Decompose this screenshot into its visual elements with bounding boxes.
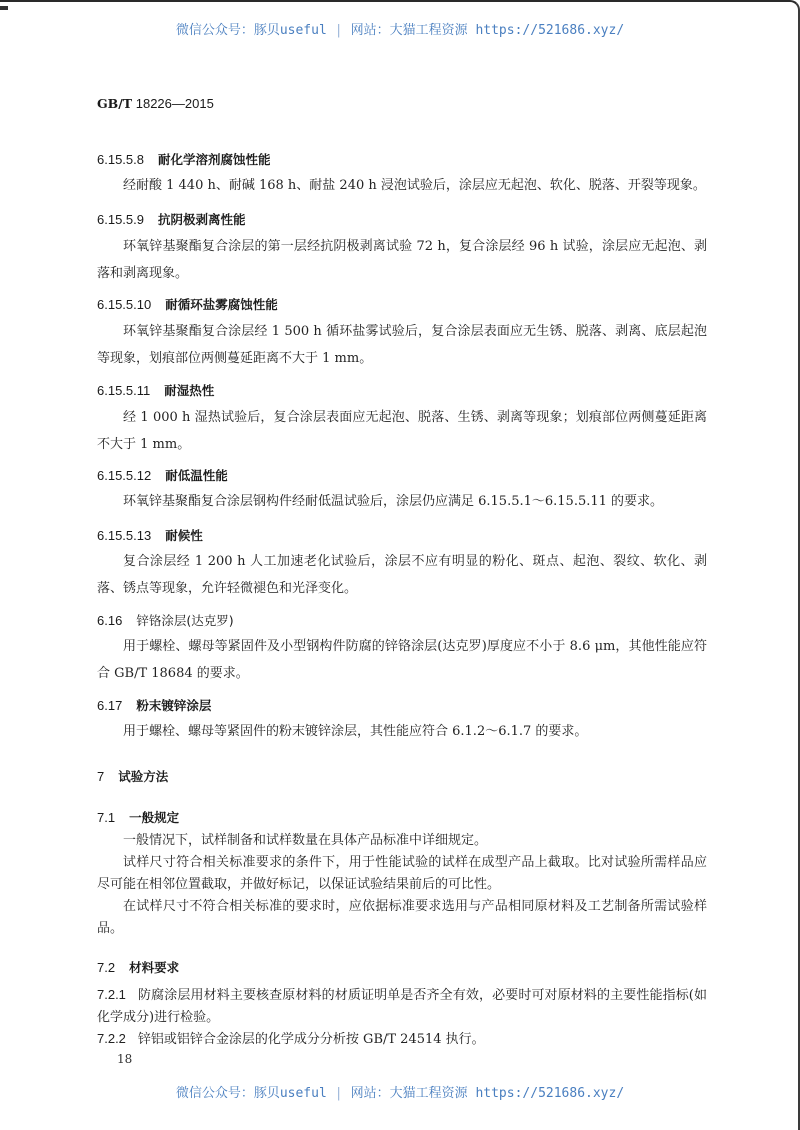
section-heading-6-15-5-11: [97, 381, 214, 399]
chapter-title: 试验方法: [118, 769, 169, 784]
section-title: 耐低温性能: [165, 468, 228, 483]
watermark-separator: |: [334, 1086, 343, 1101]
clause-7-2-2: [97, 1028, 707, 1051]
section-number: 6.15.5.11: [97, 383, 151, 398]
section-title: 耐化学溶剂腐蚀性能: [158, 152, 271, 167]
clause-number: 7.2.2: [97, 1031, 126, 1046]
section-title: 粉末镀锌涂层: [136, 698, 212, 713]
section-number: 6.15.5.10: [97, 297, 152, 312]
scan-edge-mark: [0, 6, 8, 10]
chapter-number: 7: [97, 769, 105, 784]
section-number: 7.2: [97, 960, 116, 975]
watermark-bottom: [0, 1082, 800, 1101]
watermark-website: 网站：大猫工程资源 https://521686.xyz/: [350, 23, 625, 38]
section-heading-7-1: [97, 808, 179, 826]
clause-text: 防腐涂层用材料主要核查原材料的材质证明单是否齐全有效，必要时可对原材料的主要性能指标(如化学成分)进行检验。: [97, 988, 707, 1025]
watermark-top: [0, 19, 800, 38]
standard-number: 18226—2015: [135, 96, 214, 111]
section-paragraph: 用于螺栓、螺母等紧固件的粉末镀锌涂层，其性能应符合 6.1.2～6.1.7 的要求。: [123, 724, 588, 739]
section-title: 锌铬涂层(达克罗): [136, 613, 234, 628]
section-paragraph: 环氧锌基聚酯复合涂层钢构件经耐低温试验后，涂层仍应满足 6.15.5.1～6.15.5.11 的要求。: [123, 494, 664, 509]
section-paragraph: 在试样尺寸不符合相关标准的要求时，应依据标准要求选用与产品相同原材料及工艺制备所需试验样品。: [97, 899, 707, 936]
clause-7-2-1: [97, 984, 707, 1029]
section-number: 6.17: [97, 698, 123, 713]
section-number: 6.16: [97, 613, 123, 628]
watermark-separator: |: [334, 23, 343, 38]
chapter-heading-7: [97, 767, 168, 785]
section-number: 6.15.5.9: [97, 212, 144, 227]
section-heading-7-2: [97, 958, 179, 976]
section-paragraph: 环氧锌基聚酯复合涂层经 1 500 h 循环盐雾试验后，复合涂层表面应无生锈、脱落、剥离、底层起泡等现象，划痕部位两侧蔓延距离不大于 1 mm。: [97, 324, 707, 366]
section-paragraph: 环氧锌基聚酯复合涂层的第一层经抗阴极剥离试验 72 h，复合涂层经 96 h 试验，涂层应无起泡、剥落和剥离现象。: [97, 239, 707, 281]
section-number: 7.1: [97, 810, 116, 825]
section-heading-6-16: [97, 611, 234, 629]
watermark-wechat: 微信公众号：豚贝useful: [175, 1086, 327, 1101]
section-title: 耐湿热性: [164, 383, 215, 398]
standard-code: [97, 96, 214, 111]
clause-number: 7.2.1: [97, 987, 126, 1002]
watermark-wechat: 微信公众号：豚贝useful: [175, 23, 327, 38]
section-paragraph: 一般情况下，试样制备和试样数量在具体产品标准中详细规定。: [123, 833, 488, 848]
section-paragraph: 复合涂层经 1 200 h 人工加速老化试验后，涂层不应有明显的粉化、斑点、起泡、裂纹、软化、剥落、锈点等现象，允许轻微褪色和光泽变化。: [97, 554, 707, 596]
section-paragraph: 用于螺栓、螺母等紧固件及小型钢构件防腐的锌铬涂层(达克罗)厚度应不小于 8.6 μm，其他性能应符合 GB/T 18684 的要求。: [97, 639, 707, 681]
page-number: 18: [117, 1052, 133, 1066]
section-heading-6-15-5-12: [97, 466, 228, 484]
clause-text: 锌铝或铝锌合金涂层的化学成分分析按 GB/T 24514 执行。: [137, 1032, 485, 1047]
section-title: 抗阴极剥离性能: [158, 212, 246, 227]
standard-prefix: GB/T: [97, 96, 133, 111]
section-number: 6.15.5.8: [97, 152, 144, 167]
section-heading-6-15-5-10: [97, 295, 278, 313]
section-title: 耐循环盐雾腐蚀性能: [165, 297, 278, 312]
section-paragraph: 经耐酸 1 440 h、耐碱 168 h、耐盐 240 h 浸泡试验后，涂层应无起泡、软化、脱落、开裂等现象。: [123, 178, 706, 193]
section-title: 耐候性: [165, 528, 203, 543]
section-paragraph: 经 1 000 h 湿热试验后，复合涂层表面应无起泡、脱落、生锈、剥离等现象；划痕部位两侧蔓延距离不大于 1 mm。: [97, 410, 707, 452]
section-heading-6-15-5-9: [97, 210, 246, 228]
watermark-website: 网站：大猫工程资源 https://521686.xyz/: [350, 1086, 625, 1101]
section-number: 6.15.5.12: [97, 468, 152, 483]
section-number: 6.15.5.13: [97, 528, 152, 543]
section-title: 材料要求: [129, 960, 180, 975]
section-paragraph: 试样尺寸符合相关标准要求的条件下，用于性能试验的试样在成型产品上截取。比对试验所需样品应尽可能在相邻位置截取，并做好标记，以保证试验结果前后的可比性。: [97, 855, 707, 892]
section-heading-6-15-5-13: [97, 526, 203, 544]
section-heading-6-15-5-8: [97, 150, 271, 168]
section-title: 一般规定: [129, 810, 180, 825]
section-heading-6-17: [97, 696, 211, 714]
